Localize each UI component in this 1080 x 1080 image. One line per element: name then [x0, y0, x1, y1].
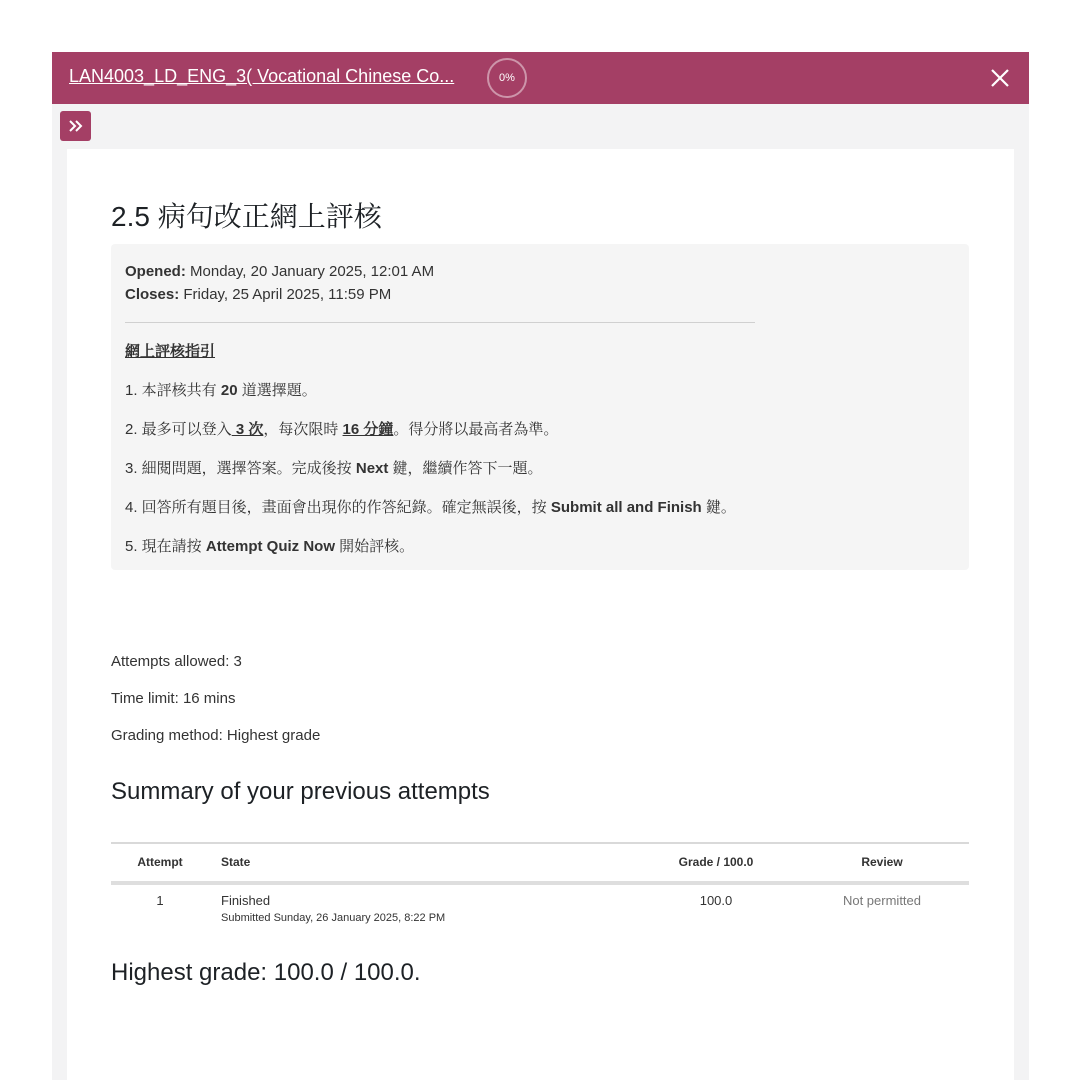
attempt-number: 1: [156, 893, 164, 908]
attempt-grade: 100.0: [699, 893, 733, 908]
attempt-review: Not permitted: [842, 893, 922, 908]
column-header-grade: Grade / 100.0: [637, 843, 795, 883]
closes-date: Closes: Friday, 25 April 2025, 11:59 PM: [125, 286, 392, 303]
quiz-intro-box: [111, 244, 969, 570]
grading-method: Grading method: Highest grade: [111, 727, 321, 744]
attempt-submitted: Submitted Sunday, 26 January 2025, 8:22 PM: [221, 912, 446, 924]
guide-item: 2. 最多可以登入 3 次，每次限時 16 分鐘。得分將以最高者為準。: [125, 421, 559, 438]
close-icon: [987, 65, 1013, 91]
close-button[interactable]: [987, 65, 1013, 91]
guide-list: [125, 381, 955, 556]
guide-item: 4. 回答所有題目後，畫面會出現你的作答紀錄。確定無誤後，按 Submit all and Finish 鍵。: [125, 499, 736, 516]
table-row: [111, 883, 969, 930]
column-header-attempt: Attempt: [111, 843, 209, 883]
guide-item: 3. 細閱問題，選擇答案。完成後按 Next 鍵，繼續作答下一題。: [125, 460, 543, 477]
double-chevron-right-icon: [68, 119, 84, 133]
course-header-bar: [52, 52, 1029, 104]
opened-date: Opened: Monday, 20 January 2025, 12:01 AM: [125, 263, 435, 280]
guide-item: 1. 本評核共有 20 道選擇題。: [125, 382, 317, 399]
table-header-row: [111, 843, 969, 883]
attempt-state-cell: [209, 883, 637, 930]
guide-item: 5. 現在請按 Attempt Quiz Now 開始評核。: [125, 538, 415, 555]
column-header-state: State: [209, 843, 637, 883]
main-content: [67, 149, 1014, 1080]
attempts-table: [111, 842, 969, 930]
summary-title: Summary of your previous attempts: [111, 778, 490, 805]
course-progress-label: 0%: [499, 72, 515, 84]
highest-grade: Highest grade: 100.0 / 100.0.: [111, 959, 421, 986]
page-title: 2.5 病句改正網上評核: [111, 201, 382, 232]
course-title-link[interactable]: LAN4003_LD_ENG_3( Vocational Chinese Co...: [69, 66, 455, 86]
attempts-allowed: Attempts allowed: 3: [111, 653, 242, 670]
course-progress-ring: [487, 58, 527, 98]
quiz-dates: [125, 260, 955, 306]
time-limit: Time limit: 16 mins: [111, 690, 236, 707]
open-course-index-button[interactable]: [60, 111, 91, 141]
attempt-state: Finished: [221, 893, 271, 908]
divider: [125, 322, 755, 323]
quiz-window: [52, 52, 1029, 1080]
column-header-review: Review: [795, 843, 969, 883]
guide-heading: 網上評核指引: [125, 343, 216, 360]
